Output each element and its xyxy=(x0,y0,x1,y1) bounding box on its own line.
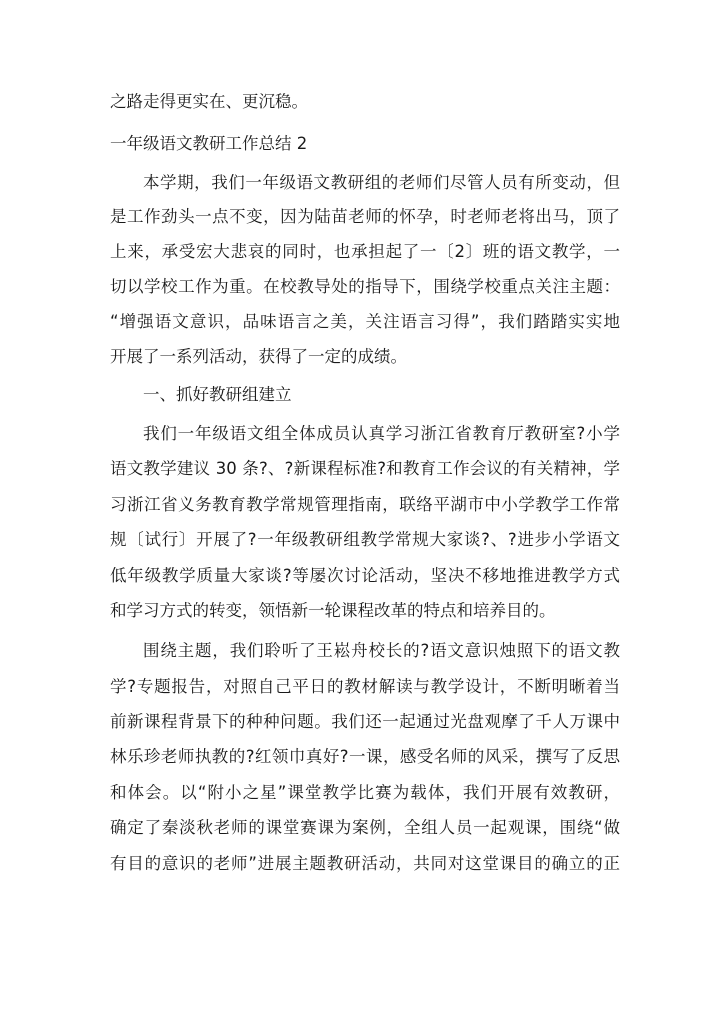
text-line: 低年级教学质量大家谈?等屡次讨论活动，坚决不移地推进教学方式 xyxy=(110,566,620,585)
section-title: 一年级语文教研工作总结 2 xyxy=(110,134,308,153)
text-line: 开展了一系列活动，获得了一定的成绩。 xyxy=(110,347,407,366)
text-line: 林乐珍老师执教的?红领巾真好?一课，感受名师的风采，撰写了反思 xyxy=(110,747,620,766)
text-line: 我们一年级语文组全体成员认真学习浙江省教育厅教研室?小学 xyxy=(143,424,620,443)
text-line: 确定了秦淡秋老师的课堂赛课为案例，全组人员一起观课，围绕“做 xyxy=(110,818,620,837)
text-line: 前新课程背景下的种种问题。我们还一起通过光盘观摩了千人万课中 xyxy=(110,712,620,731)
text-line: 学?专题报告，对照自己平日的教材解读与教学设计，不断明晰着当 xyxy=(110,677,620,696)
text-line: 上来，承受宏大悲哀的同时，也承担起了一〔2〕班的语文教学，一 xyxy=(110,242,620,261)
text-line: 有目的意识的老师”进展主题教研活动，共同对这堂课目的确立的正 xyxy=(110,854,620,873)
text-line: “增强语文意识，品味语言之美，关注语言习得”，我们踏踏实实地 xyxy=(110,312,620,331)
text-line: 切以学校工作为重。在校教导处的指导下，围绕学校重点关注主题： xyxy=(110,277,620,296)
text-line: 语文教学建议 30 条?、?新课程标准?和教育工作会议的有关精神，学 xyxy=(110,459,620,478)
text-line: 是工作劲头一点不变，因为陆苗老师的怀孕，时老师老将出马，顶了 xyxy=(110,207,620,226)
text-line: 和学习方式的转变，领悟新一轮课程改革的特点和培养目的。 xyxy=(110,601,556,620)
text-line: 之路走得更实在、更沉稳。 xyxy=(110,92,308,111)
text-line: 和体会。以“附小之星”课堂教学比赛为载体，我们开展有效教研， xyxy=(110,783,620,802)
text-line: 围绕主题，我们聆听了王崧舟校长的?语文意识烛照下的语文教 xyxy=(143,641,620,660)
subheading: 一、抓好教研组建立 xyxy=(143,385,292,404)
text-line: 规〔试行〕开展了?一年级教研组教学常规大家谈?、?进步小学语文 xyxy=(110,530,620,549)
text-line: 本学期，我们一年级语文教研组的老师们尽管人员有所变动，但 xyxy=(143,173,620,192)
text-line: 习浙江省义务教育教学常规管理指南，联络平湖市中小学教学工作常 xyxy=(110,495,620,514)
